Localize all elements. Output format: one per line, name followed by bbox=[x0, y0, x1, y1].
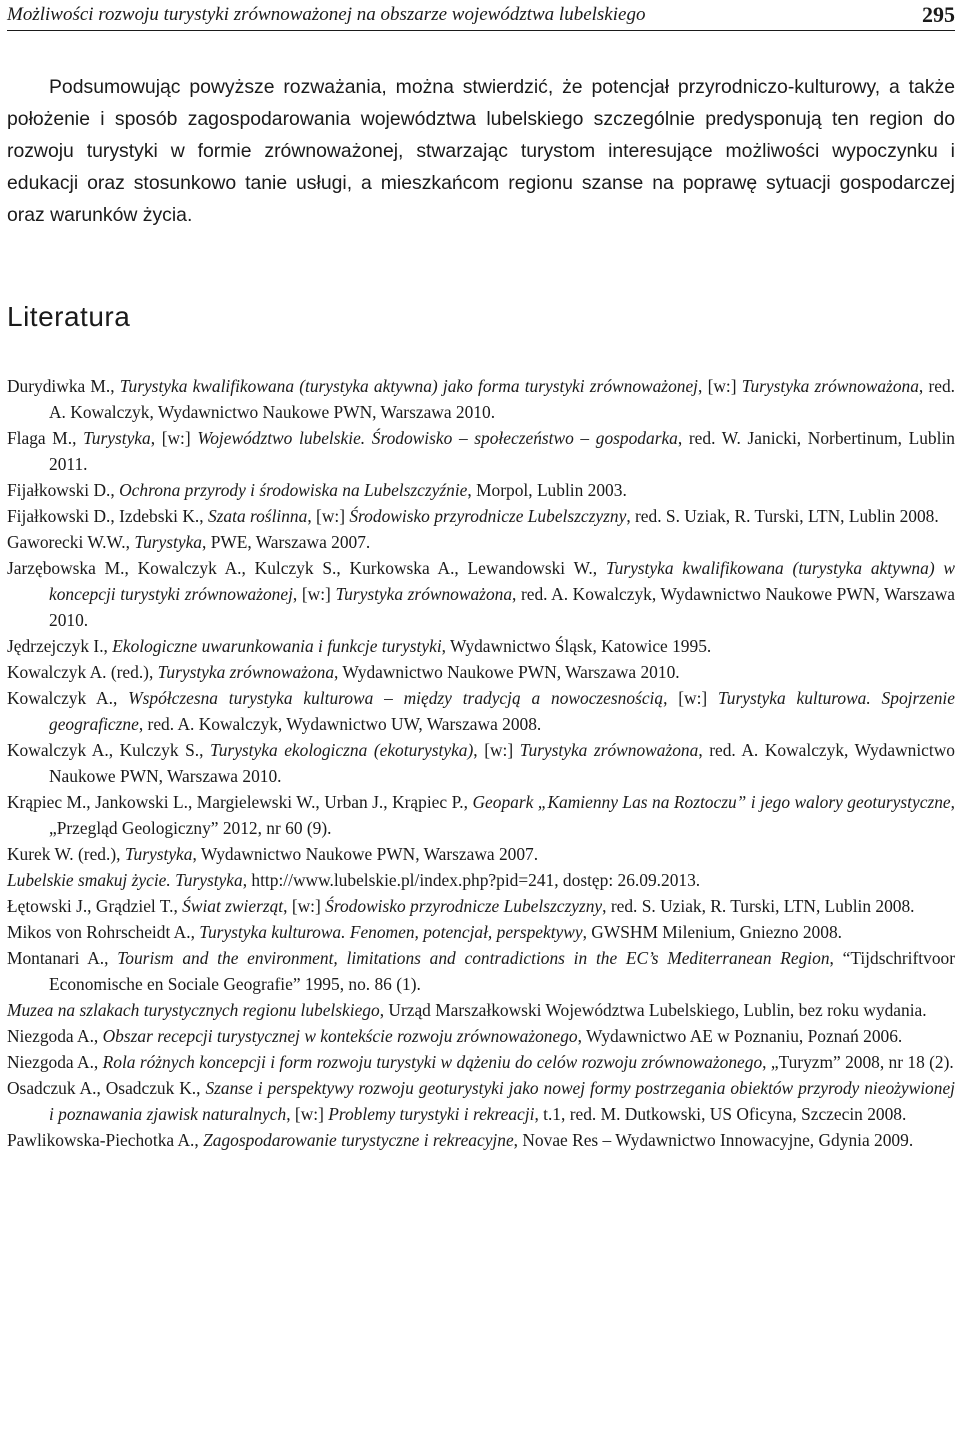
reference-text: , Morpol, Lublin 2003. bbox=[467, 480, 627, 500]
reference-text: , Novae Res – Wydawnictwo Innowacyjne, Gdynia 2009. bbox=[513, 1130, 914, 1150]
reference-text: , [w:] bbox=[286, 1104, 329, 1124]
running-head-title: Możliwości rozwoju turystyki zrównoważonej na obszarze województwa lubelskiego bbox=[7, 4, 646, 25]
reference-title: Turystyka zrównoważona bbox=[335, 584, 513, 604]
reference-entry bbox=[7, 373, 955, 425]
reference-text: , Urząd Marszałkowski Województwa Lubelskiego, Lublin, bez roku wydania. bbox=[379, 1000, 927, 1020]
reference-text: , red. A. Kowalczyk, Wydawnictwo Naukowe PWN, Warszawa 2010. bbox=[49, 740, 955, 786]
document-page bbox=[7, 0, 955, 1153]
reference-entry bbox=[7, 893, 955, 919]
reference-title: Rola różnych koncepcji i form rozwoju turystyki w dążeniu do celów rozwoju zrównoważonego bbox=[102, 1052, 763, 1072]
reference-title: Turystyka zrównoważona bbox=[519, 740, 699, 760]
reference-entry bbox=[7, 1023, 955, 1049]
reference-title: Turystyka ekologiczna (ekoturystyka) bbox=[210, 740, 474, 760]
reference-title: Turystyka kwalifikowana (turystyka aktywna) jako forma turystyki zrównoważonej bbox=[119, 376, 699, 396]
reference-entry bbox=[7, 503, 955, 529]
reference-text: , http://www.lubelskie.pl/index.php?pid=241, dostęp: 26.09.2013. bbox=[242, 870, 701, 890]
reference-text: Durydiwka M., bbox=[7, 376, 120, 396]
running-head bbox=[7, 0, 955, 31]
reference-text: , [w:] bbox=[150, 428, 198, 448]
reference-text: Pawlikowska-Piechotka A., bbox=[7, 1130, 204, 1150]
reference-text: , red. A. Kowalczyk, Wydawnictwo Naukowe PWN, Warszawa 2010. bbox=[49, 584, 955, 630]
reference-title: Turystyka bbox=[83, 428, 151, 448]
reference-entry bbox=[7, 555, 955, 633]
reference-title: Ekologiczne uwarunkowania i funkcje turystyki bbox=[112, 636, 442, 656]
reference-text: , red. S. Uziak, R. Turski, LTN, Lublin 2008. bbox=[626, 506, 939, 526]
reference-title: Szata roślinna bbox=[207, 506, 308, 526]
reference-text: , „Przegląd Geologiczny” 2012, nr 60 (9). bbox=[49, 792, 955, 838]
reference-title: Turystyka kulturowa. Spojrzenie geograficzne bbox=[49, 688, 955, 734]
page-number: 295 bbox=[922, 2, 955, 27]
reference-text: , Wydawnictwo Naukowe PWN, Warszawa 2010. bbox=[334, 662, 680, 682]
reference-text: , GWSHM Milenium, Gniezno 2008. bbox=[582, 922, 842, 942]
reference-entry bbox=[7, 945, 955, 997]
reference-text: , [w:] bbox=[283, 896, 326, 916]
reference-text: , „Turyzm” 2008, nr 18 (2). bbox=[762, 1052, 954, 1072]
reference-entry bbox=[7, 685, 955, 737]
reference-text: Fijałkowski D., Izdebski K., bbox=[7, 506, 208, 526]
reference-text: , [w:] bbox=[292, 584, 336, 604]
reference-title: Województwo lubelskie. Środowisko – społeczeństwo – gospodarka bbox=[197, 428, 678, 448]
reference-text: Kowalczyk A., bbox=[7, 688, 129, 708]
reference-title: Turystyka zrównoważona bbox=[741, 376, 919, 396]
reference-title: Tourism and the environment, limitations and contradictions in the EC’s Mediterranean Region bbox=[117, 948, 830, 968]
reference-text: , [w:] bbox=[663, 688, 719, 708]
reference-text: Krąpiec M., Jankowski L., Margielewski W., Urban J., Krąpiec P., bbox=[7, 792, 473, 812]
reference-title: Problemy turystyki i rekreacji bbox=[328, 1104, 535, 1124]
reference-title: Ochrona przyrody i środowiska na Lubelszczyźnie bbox=[119, 480, 468, 500]
reference-title: Zagospodarowanie turystyczne i rekreacyjne bbox=[203, 1130, 514, 1150]
reference-text: Mikos von Rohrscheidt A., bbox=[7, 922, 200, 942]
reference-text: Niezgoda A., bbox=[7, 1052, 103, 1072]
literature-heading: Literatura bbox=[7, 301, 131, 332]
reference-title: Środowisko przyrodnicze Lubelszczyzny bbox=[325, 896, 603, 916]
reference-title: Turystyka bbox=[124, 844, 193, 864]
reference-entry bbox=[7, 529, 955, 555]
reference-list bbox=[7, 373, 955, 1153]
reference-text: , Wydawnictwo AE w Poznaniu, Poznań 2006. bbox=[577, 1026, 903, 1046]
reference-text: , red. W. Janicki, Norbertinum, Lublin 2011. bbox=[49, 428, 955, 474]
reference-title: Geopark „Kamienny Las na Roztoczu” i jego walory geoturystyczne bbox=[472, 792, 951, 812]
reference-entry bbox=[7, 1127, 955, 1153]
reference-entry bbox=[7, 737, 955, 789]
reference-text: , Wydawnictwo Naukowe PWN, Warszawa 2007. bbox=[192, 844, 539, 864]
reference-text: Jędrzejczyk I., bbox=[7, 636, 113, 656]
reference-entry bbox=[7, 1075, 955, 1127]
reference-text: , PWE, Warszawa 2007. bbox=[202, 532, 371, 552]
reference-text: Kurek W. (red.), bbox=[7, 844, 125, 864]
reference-text: Montanari A., bbox=[7, 948, 118, 968]
reference-title: Turystyka kwalifikowana (turystyka aktywna) w koncepcji turystyki zrównoważonej bbox=[49, 558, 955, 604]
reference-entry bbox=[7, 633, 955, 659]
reference-text: Jarzębowska M., Kowalczyk A., Kulczyk S., Kurkowska A., Lewandowski W., bbox=[7, 558, 606, 578]
reference-entry bbox=[7, 477, 955, 503]
reference-title: Środowisko przyrodnicze Lubelszczyzny bbox=[349, 506, 627, 526]
reference-title: Świat zwierząt bbox=[182, 896, 284, 916]
summary-paragraph: Podsumowując powyższe rozważania, można stwierdzić, że potencjał przyrodniczo-kulturowy, a także położenie i sposób zagospodarowania województwa lubelskiego szczególnie predysponują ten region do rozwoju turystyki w formie zrównoważonej, stwarzając turystom interesujące możliwości wypoczynku i edukacji oraz stosunkowo tanie usługi, a mieszkańcom regionu szanse na poprawę sytuacji gospodarczej oraz warunków życia. bbox=[7, 76, 955, 226]
reference-entry bbox=[7, 997, 955, 1023]
reference-text: Niezgoda A., bbox=[7, 1026, 103, 1046]
reference-title: Muzea na szlakach turystycznych regionu lubelskiego bbox=[7, 1000, 380, 1020]
reference-text: Gaworecki W.W., bbox=[7, 532, 135, 552]
reference-title: Turystyka kulturowa. Fenomen, potencjał, perspektywy bbox=[199, 922, 583, 942]
reference-text: Osadczuk A., Osadczuk K., bbox=[7, 1078, 206, 1098]
reference-title: Obszar recepcji turystycznej w kontekście rozwoju zrównoważonego bbox=[102, 1026, 578, 1046]
reference-text: , [w:] bbox=[307, 506, 350, 526]
reference-entry bbox=[7, 1049, 955, 1075]
reference-title: Lubelskie smakuj życie. Turystyka bbox=[7, 870, 243, 890]
reference-entry bbox=[7, 425, 955, 477]
reference-text: , red. A. Kowalczyk, Wydawnictwo Naukowe PWN, Warszawa 2010. bbox=[49, 376, 956, 422]
reference-text: Kowalczyk A., Kulczyk S., bbox=[7, 740, 211, 760]
reference-entry bbox=[7, 789, 955, 841]
reference-text: , red. S. Uziak, R. Turski, LTN, Lublin 2008. bbox=[602, 896, 915, 916]
reference-entry bbox=[7, 659, 955, 685]
reference-entry bbox=[7, 867, 955, 893]
reference-text: Łętowski J., Grądziel T., bbox=[7, 896, 183, 916]
reference-text: , [w:] bbox=[698, 376, 742, 396]
reference-text: , Wydawnictwo Śląsk, Katowice 1995. bbox=[441, 636, 712, 656]
reference-text: Flaga M., bbox=[7, 428, 84, 448]
reference-title: Turystyka zrównoważona bbox=[157, 662, 335, 682]
reference-text: Kowalczyk A. (red.), bbox=[7, 662, 158, 682]
reference-text: Fijałkowski D., bbox=[7, 480, 120, 500]
reference-text: , t.1, red. M. Dutkowski, US Oficyna, Szczecin 2008. bbox=[534, 1104, 907, 1124]
reference-entry bbox=[7, 919, 955, 945]
reference-title: Współczesna turystyka kulturowa – między tradycją a nowoczesnością bbox=[128, 688, 664, 708]
reference-text: , red. A. Kowalczyk, Wydawnictwo UW, Warszawa 2008. bbox=[138, 714, 542, 734]
reference-entry bbox=[7, 841, 955, 867]
reference-title: Turystyka bbox=[134, 532, 202, 552]
reference-text: , [w:] bbox=[473, 740, 520, 760]
reference-text: , “Tijdschriftvoor Economische en Sociale Geografie” 1995, no. 86 (1). bbox=[49, 948, 956, 994]
reference-title: Szanse i perspektywy rozwoju geoturystyki jako nowej formy postrzegania obiektów przyrody nieożywionej i poznawania zjawisk naturalnych bbox=[49, 1078, 955, 1124]
